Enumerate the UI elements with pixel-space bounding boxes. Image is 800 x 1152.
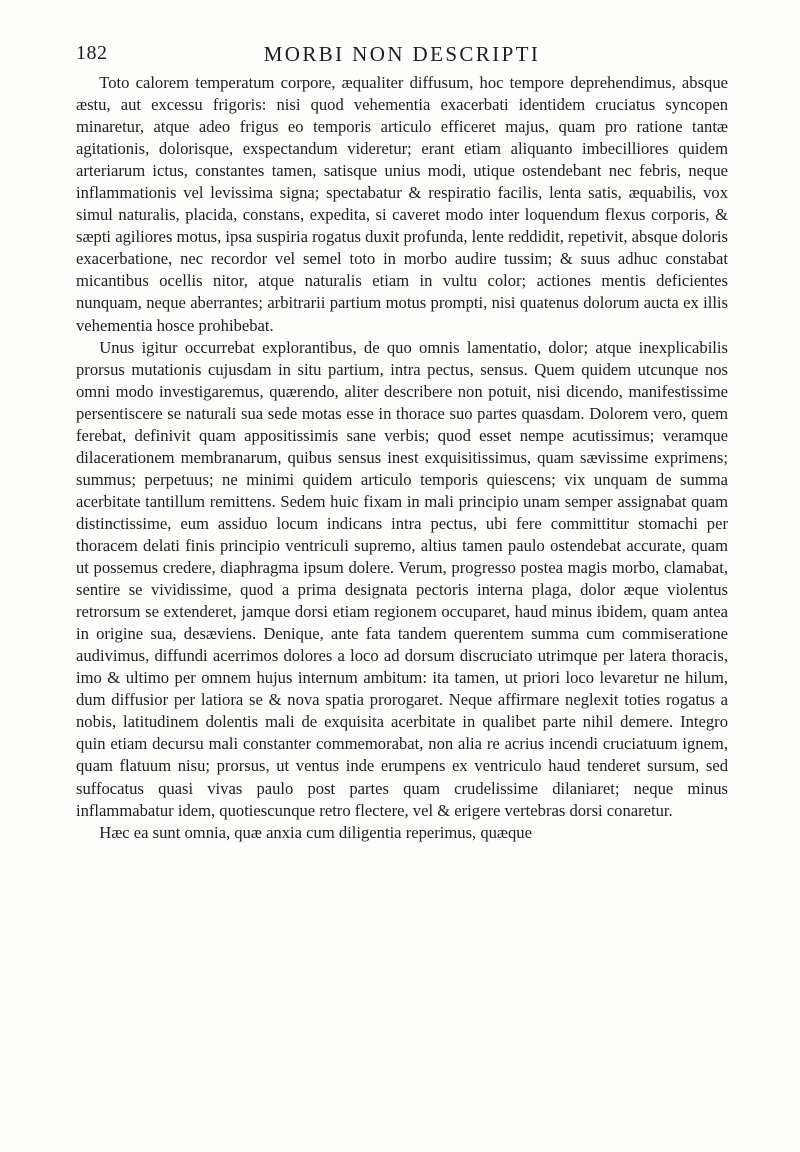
page-header <box>76 42 728 70</box>
running-title: MORBI NON DESCRIPTI <box>263 42 541 66</box>
paragraph-1: Toto calorem temperatum corpore, æqualiter diffusum, hoc tempore deprehendimus, absque æstu, aut excessu frigoris: nisi quod vehementia exacerbati identidem cruciatus syncopen minaretur, atque adeo frigus eo temporis articulo efficeret majus, quam pro ratione tantæ agitationis, dolorisque, exspectandum videretur; erant etiam aliquanto imbecilliores quidem arteriarum ictus, constantes tamen, satisque unius modi, utique ostendebant nec febris, neque inflammationis vel levissima signa; spectabatur & respiratio facilis, lenta satis, æquabilis, vox simul naturalis, placida, constans, expedita, si caveret modo inter loquendum flexus corporis, & sæpti agiliores motus, ipsa suspiria rogatus duxit profunda, lente reddidit, repetivit, absque doloris exacerbatione, nec recordor vel semel toto in morbo audire tussim; & suus adhuc constabat micantibus ocellis nitor, atque naturalis etiam in vultu color; actiones mentis deficientes nunquam, neque aberrantes; arbitrarii partium motus prompti, nisi quatenus dolorum aucta ex illis vehementia hosce prohibebat. <box>76 73 728 335</box>
paragraph-2: Unus igitur occurrebat explorantibus, de quo omnis lamentatio, dolor; atque inexplicabilis prorsus mutationis cujusdam in situ partium, intra pectus, sensus. Quem quidem utcunque nos omni modo investigaremus, quærendo, aliter describere non potuit, nisi dicendo, manifestissime persentiscere se naturali sua sede motas esse in thorace suo partes quasdam. Dolorem vero, quem ferebat, definivit quam appositissimis sane verbis; quod esset nempe acutissimus; veramque dilacerationem membranarum, quibus sensus inest exquisitissimus, quam sævissime exprimens; summus; perpetuus; ne minimi quidem articulo temporis quiescens; vix unquam de summa acerbitate tantillum remittens. Sedem huic fixam in mali principio unam semper assignabat quam distinctissime, eum assiduo locum indicans intra pectus, ubi fere committitur stomachi per thoracem delati finis principio ventriculi supremo, altius tamen paulo ostendebat accurate, quam ut possemus credere, diaphragma ipsum dolere. Verum, progresso postea magis morbo, clamabat, sentire se vividissime, quod a prima designata pectoris interna plaga, dolor æque violentus retrorsum se extenderet, jamque dorsi etiam regionem occuparet, haud minus ibidem, quam antea in origine sua, desæviens. Denique, ante fata tandem querentem summa cum commiseratione audivimus, diffundi acerrimos dolores a loco ad dorsum discruciato utrimque per latera thoracis, imo & ultimo per omnem hujus internum ambitum: ita tamen, ut priori loco levaretur ne hilum, dum diffusior per latiora se & nova spatia prorogaret. Neque affirmare neglexit toties rogatus a nobis, latitudinem dolentis mali de exquisita acerbitate in qualibet parte nihil demere. Integro quin etiam decursu mali constanter commemorabat, non alia re acrius incendi cruciatuum ignem, quam flatuum nisu; prorsus, ut ventus inde erumpens ex ventriculo haud tenderet sursum, sed suffocatus quasi vivas paulo post partes quam crudelissime dilaniaret; neque minus inflammabatur idem, quotiescunque retro flectere, vel & erigere vertebras dorsi conaretur. <box>76 337 728 820</box>
page-number: 182 <box>76 42 108 64</box>
body-text <box>76 72 728 844</box>
paragraph-3: Hæc ea sunt omnia, quæ anxia cum diligentia reperimus, quæque <box>99 822 532 842</box>
